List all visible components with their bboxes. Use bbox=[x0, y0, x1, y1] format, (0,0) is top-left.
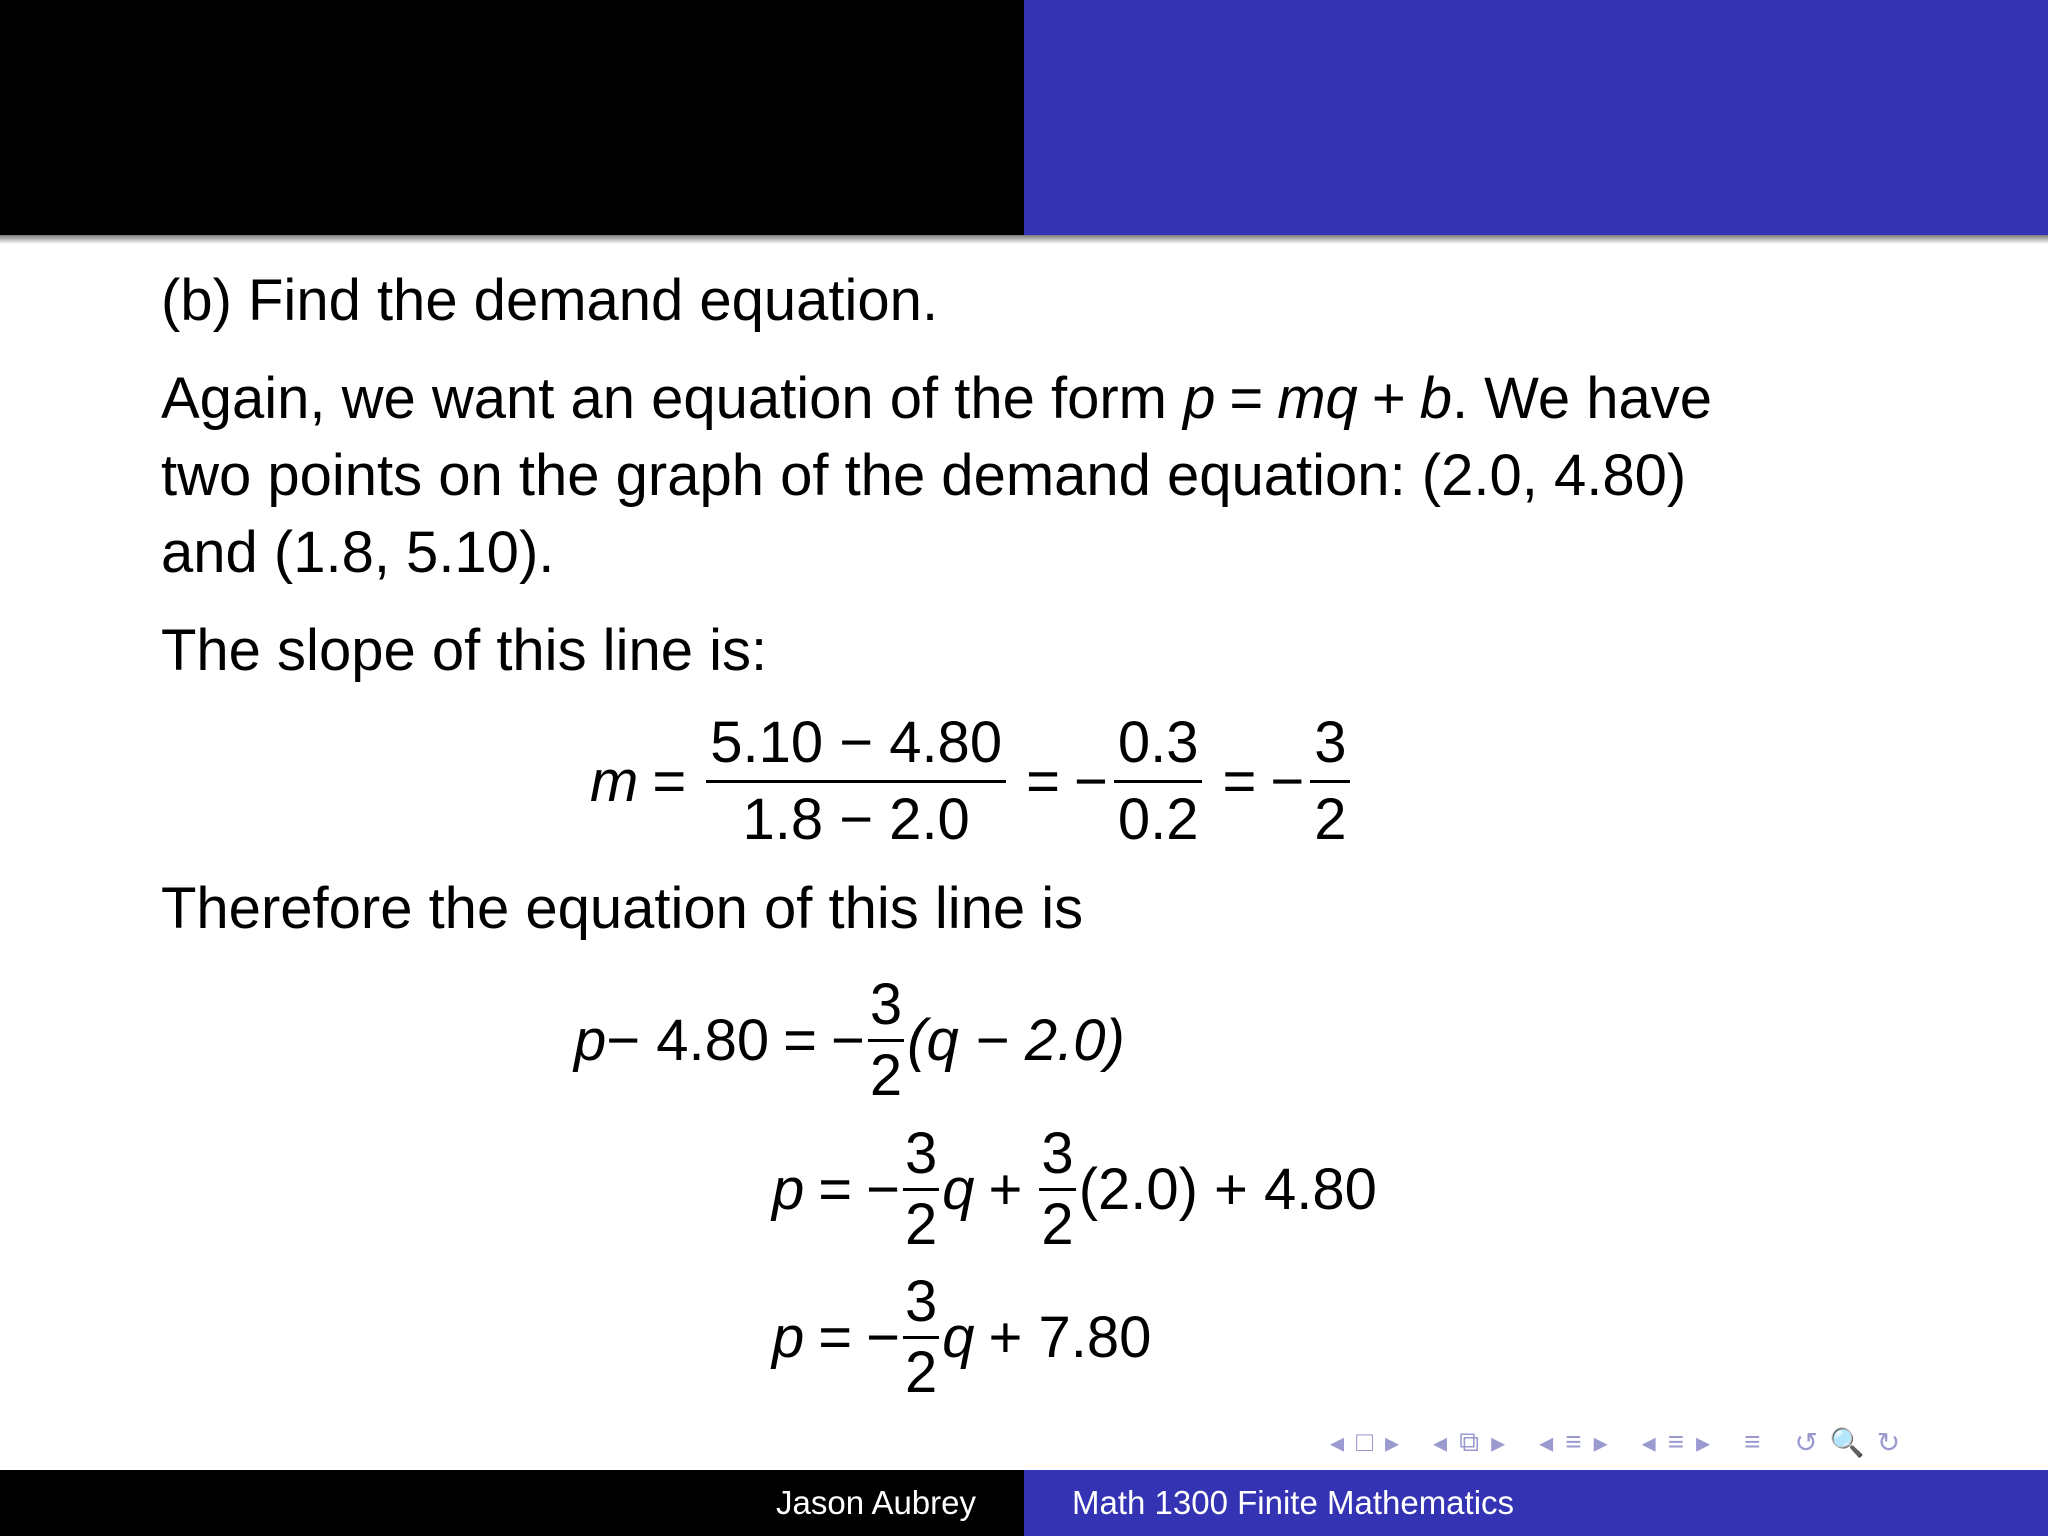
slope-intro: The slope of this line is: bbox=[161, 618, 768, 683]
lhs-rest: − 4.80 bbox=[606, 1008, 770, 1073]
nav-next-subsection-icon[interactable]: ▸ bbox=[1491, 1426, 1506, 1458]
slope-eq-3: = bbox=[1222, 749, 1257, 814]
footer-course: Math 1300 Finite Mathematics bbox=[1072, 1484, 1515, 1521]
nav-next-section-icon[interactable]: ▸ bbox=[1593, 1426, 1608, 1458]
frac-numerator: 3 bbox=[905, 1121, 938, 1186]
frac-numerator: 5.10 − 4.80 bbox=[710, 710, 1003, 775]
footer-author: Jason Aubrey bbox=[776, 1484, 976, 1521]
var-p: p bbox=[772, 1157, 805, 1222]
factor-q-minus-2: (q − 2.0) bbox=[907, 1008, 1125, 1073]
result-tail: + 7.80 bbox=[988, 1305, 1152, 1370]
paragraph-line-3: and (1.8, 5.10). bbox=[161, 520, 555, 585]
frac-numerator: 0.3 bbox=[1117, 710, 1199, 775]
var-p: p bbox=[574, 1008, 607, 1073]
header-title-panel bbox=[1024, 0, 2048, 235]
therefore-text: Therefore the equation of this line is bbox=[161, 876, 1084, 941]
nav-prev-subsection-icon[interactable]: ◂ bbox=[1433, 1426, 1448, 1458]
plus-sign: + bbox=[988, 1157, 1023, 1222]
nav-prev-frame-icon[interactable]: ◂ bbox=[1330, 1426, 1345, 1458]
var-q: q bbox=[942, 1157, 975, 1222]
slope-eq-2: = bbox=[1026, 749, 1060, 814]
nav-search-icon[interactable]: 🔍 bbox=[1829, 1426, 1865, 1458]
minus-sign: − bbox=[1270, 749, 1305, 814]
slope-fraction-1 bbox=[706, 706, 1006, 857]
slope-eq-1: = bbox=[652, 749, 687, 814]
frac-numerator: 3 bbox=[1041, 1121, 1074, 1186]
three-halves-fraction bbox=[903, 1120, 939, 1259]
slope-fraction-3 bbox=[1310, 706, 1350, 857]
minus-sign: − bbox=[866, 1305, 901, 1370]
frac-numerator: 3 bbox=[869, 972, 903, 1037]
frac-numerator: 3 bbox=[1314, 710, 1347, 775]
paragraph-line-1 bbox=[161, 360, 1712, 438]
nav-back-icon[interactable]: ↺ bbox=[1794, 1426, 1818, 1458]
three-halves-fraction bbox=[868, 971, 904, 1110]
equals-sign: = bbox=[1229, 366, 1264, 431]
frac-numerator: 3 bbox=[905, 1269, 938, 1334]
three-halves-fraction bbox=[1039, 1120, 1075, 1259]
nav-next-frame-icon[interactable]: ▸ bbox=[1384, 1426, 1400, 1458]
nav-prev-section-icon[interactable]: ◂ bbox=[1539, 1426, 1554, 1458]
equation-line-3 bbox=[772, 1268, 1151, 1407]
footer-author-panel bbox=[0, 1470, 1024, 1536]
para1-tail: . We have bbox=[1451, 366, 1713, 431]
var-p: p bbox=[1183, 366, 1216, 431]
minus-sign: − bbox=[866, 1157, 901, 1222]
nav-frame-icon[interactable]: □ bbox=[1356, 1426, 1373, 1457]
var-mq: mq bbox=[1277, 366, 1358, 431]
plus-sign: + bbox=[1371, 366, 1406, 431]
nav-forward-icon[interactable]: ↻ bbox=[1876, 1426, 1901, 1458]
beamer-navigation-symbols bbox=[1330, 1422, 2030, 1462]
nav-part-icon[interactable]: ≡ bbox=[1667, 1426, 1685, 1457]
frac-denominator: 2 bbox=[869, 1043, 903, 1108]
equals-sign: = bbox=[818, 1157, 853, 1222]
frac-denominator: 1.8 − 2.0 bbox=[742, 787, 970, 852]
slope-fraction-2 bbox=[1114, 706, 1203, 857]
var-b: b bbox=[1419, 366, 1452, 431]
slope-equation bbox=[590, 706, 1356, 857]
footer-course-panel bbox=[1024, 1470, 2048, 1536]
equals-sign: = bbox=[818, 1305, 853, 1370]
paragraph-line-2: two points on the graph of the demand equation: (2.0, 4.80) bbox=[161, 443, 1687, 508]
header-shadow bbox=[0, 235, 2048, 244]
part-heading: (b) Find the demand equation. bbox=[161, 268, 939, 333]
nav-document-icon[interactable]: ≡ bbox=[1744, 1426, 1761, 1457]
minus-sign: − bbox=[1073, 749, 1108, 814]
expansion-tail: (2.0) + 4.80 bbox=[1078, 1157, 1377, 1222]
frac-denominator: 0.2 bbox=[1117, 787, 1199, 852]
slope-m: m bbox=[590, 749, 639, 814]
var-p: p bbox=[772, 1305, 805, 1370]
nav-next-part-icon[interactable]: ▸ bbox=[1696, 1426, 1711, 1458]
frac-denominator: 2 bbox=[905, 1340, 938, 1405]
frac-denominator: 2 bbox=[1314, 787, 1347, 852]
equation-line-2 bbox=[772, 1120, 1377, 1259]
nav-subsection-icon[interactable]: ⧉ bbox=[1459, 1425, 1480, 1457]
nav-prev-part-icon[interactable]: ◂ bbox=[1641, 1426, 1656, 1458]
para1-text: Again, we want an equation of the form bbox=[161, 366, 1184, 431]
three-halves-fraction bbox=[903, 1268, 939, 1407]
equals-sign: = bbox=[783, 1008, 818, 1073]
frac-denominator: 2 bbox=[905, 1192, 938, 1257]
minus-sign: − bbox=[831, 1008, 865, 1073]
nav-section-icon[interactable]: ≡ bbox=[1565, 1426, 1582, 1457]
var-q: q bbox=[942, 1305, 975, 1370]
frac-denominator: 2 bbox=[1041, 1192, 1074, 1257]
equation-line-1 bbox=[574, 971, 1125, 1110]
header-section-nav-panel bbox=[0, 0, 1024, 235]
